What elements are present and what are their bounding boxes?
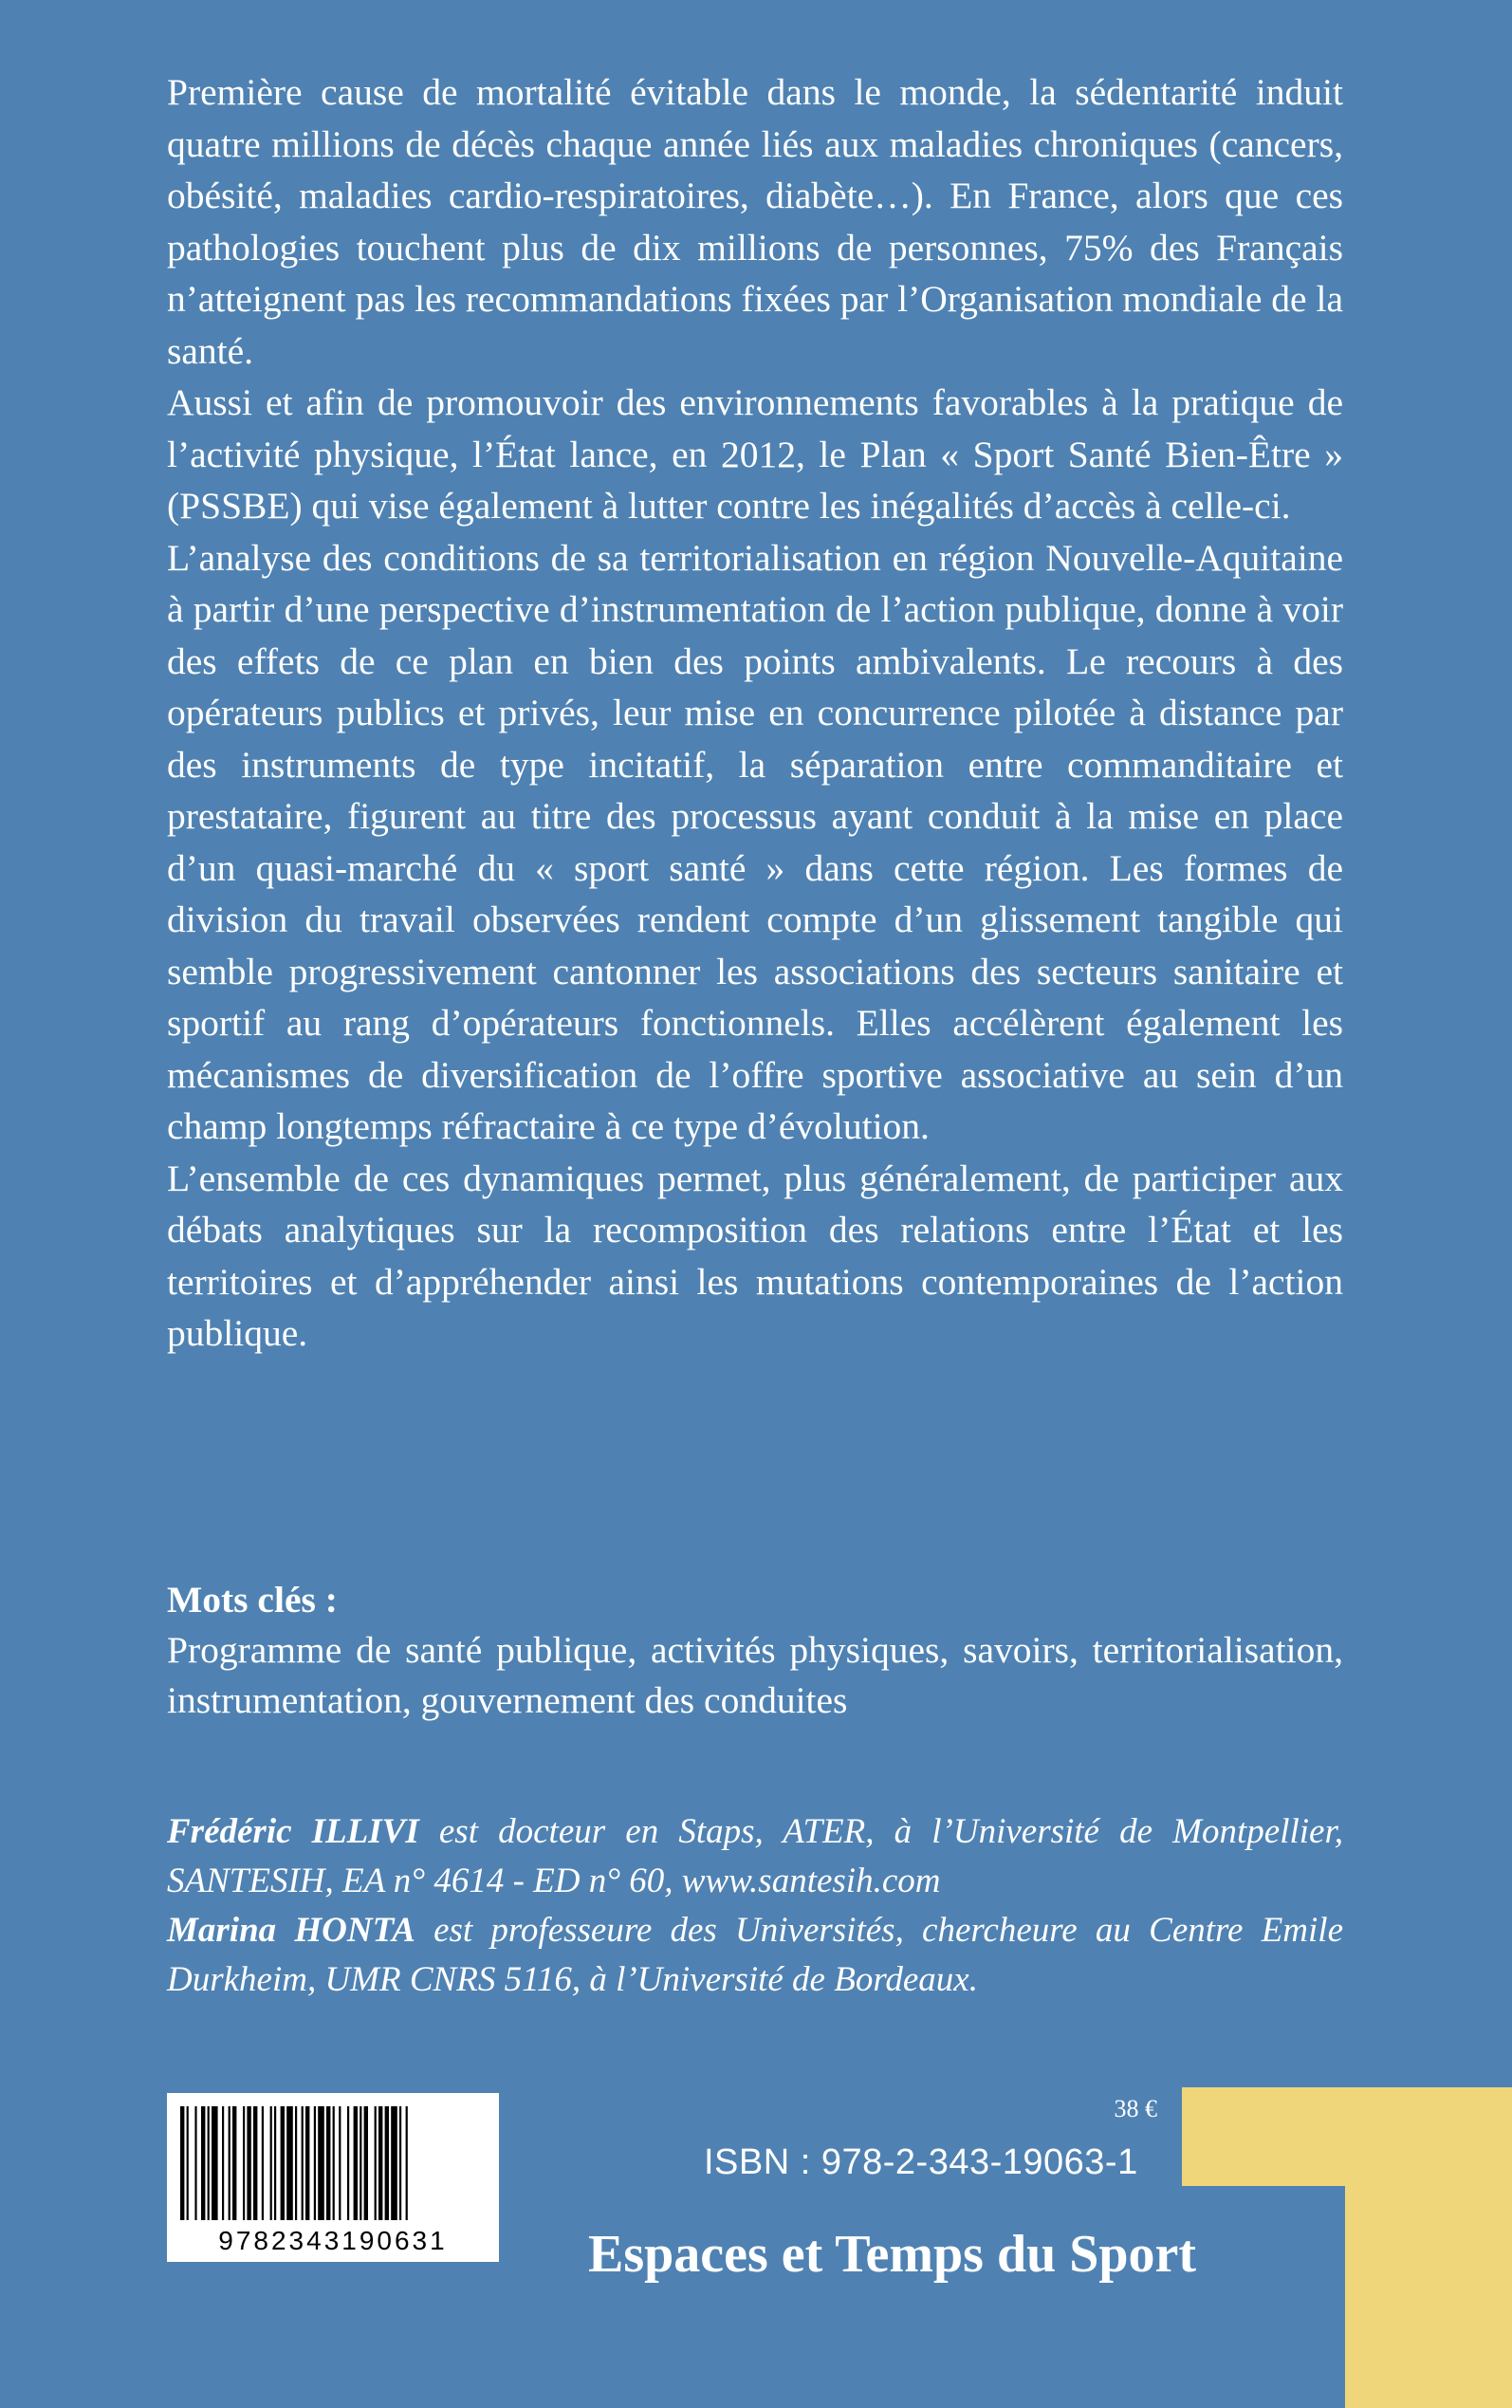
barcode-bar xyxy=(295,2106,297,2220)
summary-paragraph-3: L’analyse des conditions de sa territorialisation en région Nouvelle-Aquitaine à partir d’une perspective d’instrumentation de l’action publique, donne à voir des effets de ce plan en bien des points ambivalents. Le recours à des opérateurs publics et privés, leur mise en concurrence pilotée à distance par des instruments de type incitatif, la séparation entre commanditaire et prestataire, figurent au titre des processus ayant conduit à la mise en place d’un quasi-marché du « sport santé » dans cette région. Les formes de division du travail observées rendent compte d’un glissement tangible qui semble progressivement cantonner les associations des secteurs sanitaire et sportif au rang d’opérateurs fonctionnels. Elles accélèrent également les mécanismes de diversification de l’offre sportive associative au sein d’un champ longtemps réfractaire à ce type d’évolution. xyxy=(167,536,1343,1147)
barcode-bar xyxy=(326,2106,330,2220)
barcode-bars xyxy=(180,2106,486,2220)
yellow-accent-block-bottom xyxy=(1345,2182,1512,2408)
barcode-bar xyxy=(243,2106,245,2220)
barcode-bar xyxy=(201,2106,205,2220)
price: 38 € xyxy=(1114,2095,1157,2122)
isbn: ISBN : 978-2-343-19063-1 xyxy=(704,2142,1138,2182)
barcode-bar xyxy=(180,2106,184,2220)
author-bio-2 xyxy=(167,1906,1343,2005)
barcode-bar xyxy=(347,2106,349,2220)
author-bio-text-1: est docteur en Staps, ATER, à l’Université de Montpellier, SANTESIH, EA n° 4614 - ED n° 60, www.santesih.com xyxy=(167,1812,1344,1900)
barcode-bar xyxy=(262,2106,264,2220)
author-bio-text-2: est professeure des Universités, chercheure au Centre Emile Durkheim, UMR CNRS 5116, à l’Université de Bordeaux. xyxy=(167,1911,1343,1999)
back-cover-summary xyxy=(167,66,1343,1360)
barcode-bar xyxy=(406,2106,408,2220)
barcode-bar xyxy=(187,2106,189,2220)
barcode-bar xyxy=(302,2106,304,2220)
barcode-bar xyxy=(274,2106,276,2220)
barcode-bar xyxy=(354,2106,358,2220)
barcode-bar xyxy=(364,2106,368,2220)
barcode-bar xyxy=(399,2106,401,2220)
barcode-bar xyxy=(378,2106,382,2220)
summary-paragraph-4: L’ensemble de ces dynamiques permet, plus généralement, de participer aux débats analytiques sur la recomposition des relations entre l’État et les territoires et d’appréhender ainsi les mutations contemporaines de l’action publique. xyxy=(167,1157,1343,1354)
barcode-bar xyxy=(305,2106,309,2220)
series-title: Espaces et Temps du Sport xyxy=(588,2225,1197,2284)
author-bios xyxy=(167,1807,1343,2005)
barcode-bar xyxy=(253,2106,257,2220)
barcode-bar xyxy=(339,2106,341,2220)
barcode-bar xyxy=(385,2106,389,2220)
keywords-text: Programme de santé publique, activités physiques, savoirs, territorialisation, instrumentation, gouvernement des conduites xyxy=(167,1629,1343,1721)
author-bio-1 xyxy=(167,1807,1343,1906)
barcode-bar xyxy=(247,2106,250,2220)
summary-paragraph-1: Première cause de mortalité évitable dans le monde, la sédentarité induit quatre millions de décès chaque année liés aux maladies chroniques (cancers, obésité, maladies cardio-respiratoires, diabète…). En France, alors que ces pathologies touchent plus de dix millions de personnes, 75% des Français n’atteignent pas les recommandations fixées par l’Organisation mondiale de la santé. xyxy=(167,71,1343,372)
keywords-title: Mots clés : xyxy=(167,1579,338,1621)
barcode-bar xyxy=(314,2106,316,2220)
summary-paragraph-2: Aussi et afin de promouvoir des environnements favorables à la pratique de l’activité physique, l’État lance, en 2012, le Plan « Sport Santé Bien-Être » (PSSBE) qui vise également à lutter contre les inégalités d’accès à celle-ci. xyxy=(167,381,1343,527)
barcode-bar xyxy=(333,2106,335,2220)
barcode-bar xyxy=(208,2106,210,2220)
barcode-bar xyxy=(318,2106,324,2220)
barcode-bar xyxy=(286,2106,293,2220)
barcode-bar xyxy=(232,2106,236,2220)
barcode-bar xyxy=(360,2106,361,2220)
barcode-bar xyxy=(270,2106,272,2220)
barcode-bar xyxy=(222,2106,224,2220)
keywords-section xyxy=(167,1575,1343,1726)
barcode-bar xyxy=(375,2106,377,2220)
barcode-bar xyxy=(391,2106,397,2220)
barcode xyxy=(167,2093,499,2262)
barcode-bar xyxy=(281,2106,285,2220)
barcode-digits: 9782343190631 xyxy=(218,2226,448,2255)
author-name-1: Frédéric ILLIVI xyxy=(167,1812,419,1851)
author-name-2: Marina HONTA xyxy=(167,1911,415,1950)
barcode-bar xyxy=(194,2106,196,2220)
yellow-accent-block-top xyxy=(1182,2087,1512,2186)
barcode-bar xyxy=(212,2106,218,2220)
barcode-bar xyxy=(229,2106,230,2220)
